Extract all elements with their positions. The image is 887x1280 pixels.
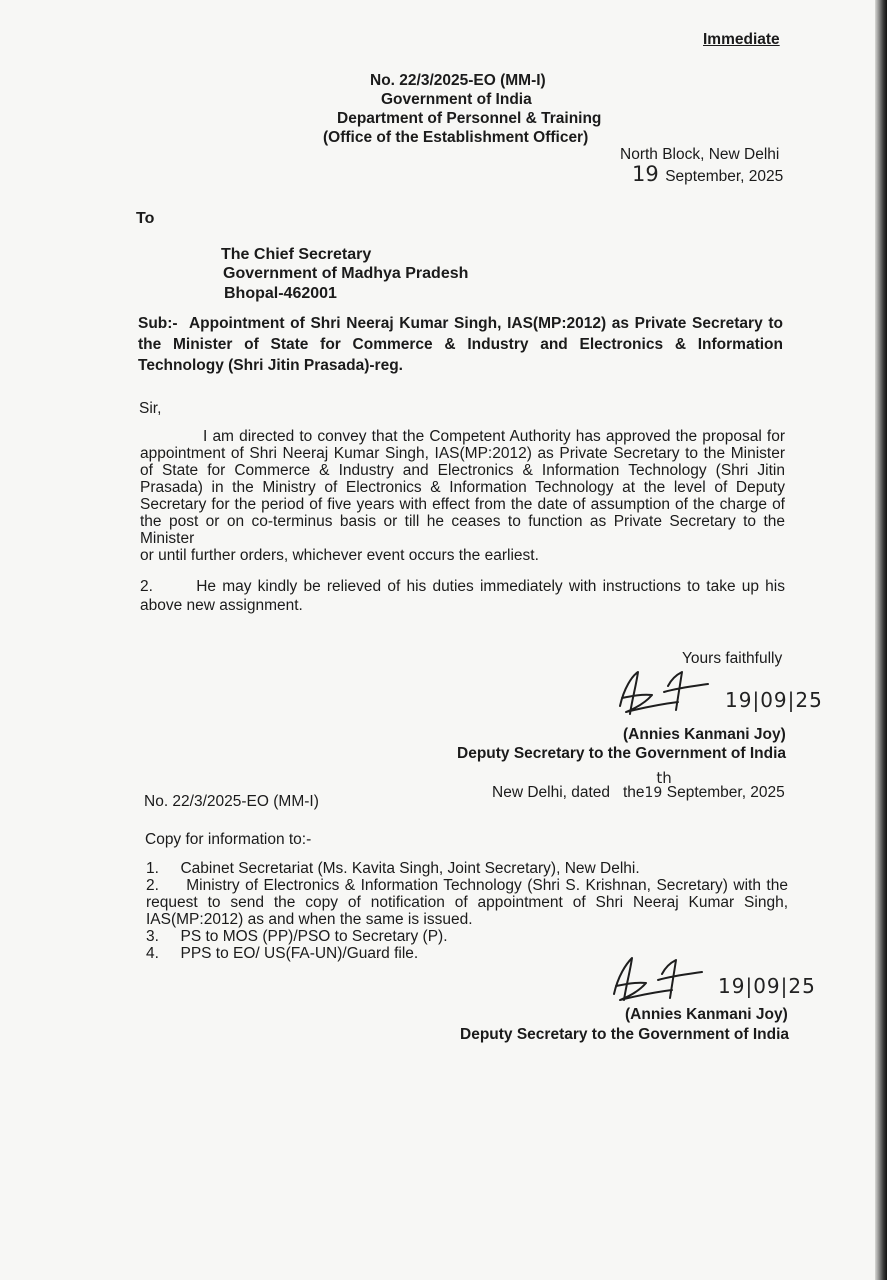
paragraph-2 bbox=[140, 577, 785, 615]
addressee-line-1: The Chief Secretary bbox=[221, 246, 372, 263]
copy-item-continuation: IAS(MP:2012) as and when the same is issued. bbox=[146, 911, 473, 928]
subject-line-2: the Minister of State for Commerce & Industry and Electronics & Information bbox=[138, 336, 783, 353]
addressee-line-2: Government of Madhya Pradesh bbox=[223, 265, 469, 282]
handwritten-date-day: 19 bbox=[632, 162, 659, 186]
para2-line-1: 2. He may kindly be relieved of his duties immediately with instructions to take up his bbox=[140, 578, 785, 595]
copy-item: 3. PS to MOS (PP)/PSO to Secretary (P). bbox=[146, 928, 448, 945]
copy-item: 2. Ministry of Electronics & Information Technology (Shri S. Krishnan, Secretary) with the bbox=[146, 877, 788, 894]
copy-dated-prefix: New Delhi, dated the bbox=[492, 784, 645, 801]
salutation: Sir, bbox=[139, 400, 162, 417]
subject-line-1: Sub:- Appointment of Shri Neeraj Kumar Singh, IAS(MP:2012) as Private Secretary to bbox=[138, 315, 783, 332]
subject-line-3: Technology (Shri Jitin Prasada)-reg. bbox=[138, 357, 403, 374]
date-line bbox=[632, 162, 783, 186]
copy-item-continuation: request to send the copy of notification of appointment of Shri Neeraj Kumar Singh, bbox=[146, 894, 788, 911]
place-line: North Block, New Delhi bbox=[620, 146, 780, 163]
signature-2 bbox=[606, 954, 726, 1006]
copy-signatory-designation: Deputy Secretary to the Government of India bbox=[460, 1026, 790, 1043]
government-name: Government of India bbox=[381, 91, 532, 108]
copy-heading: Copy for information to:- bbox=[145, 831, 312, 848]
subject-block bbox=[138, 315, 783, 375]
copy-signatory-name: (Annies Kanmani Joy) bbox=[625, 1006, 788, 1023]
signatory-designation: Deputy Secretary to the Government of India bbox=[457, 745, 787, 762]
para1-line: of State for Commerce & Industry and Electronics & Information Technology (Shri Jitin bbox=[140, 462, 785, 479]
to-label: To bbox=[136, 210, 155, 227]
signature-2-date: 19|09|25 bbox=[718, 974, 816, 998]
copy-list bbox=[146, 858, 788, 962]
office-name: (Office of the Establishment Officer) bbox=[323, 129, 589, 146]
subject-label: Sub:- bbox=[138, 315, 178, 332]
valediction: Yours faithfully bbox=[682, 650, 783, 667]
copy-dated-day: 19 bbox=[644, 785, 663, 801]
copy-item: 4. PPS to EO/ US(FA-UN)/Guard file. bbox=[146, 945, 419, 962]
para2-line-2: above new assignment. bbox=[140, 597, 303, 614]
signature-1-date: 19|09|25 bbox=[725, 688, 823, 712]
para1-line: Prasada) in the Ministry of Electronics & Information Technology at the level of Deputy bbox=[140, 479, 785, 496]
addressee-line-3: Bhopal-462001 bbox=[224, 285, 337, 302]
signatory-name: (Annies Kanmani Joy) bbox=[623, 726, 786, 743]
para1-line: or until further orders, whichever event occurs the earliest. bbox=[140, 547, 539, 564]
para1-line: Secretary for the period of five years with effect from the date of assumption of the charge of bbox=[140, 496, 785, 513]
para1-line: I am directed to convey that the Competent Authority has approved the proposal for bbox=[203, 428, 785, 445]
file-number: No. 22/3/2025-EO (MM-I) bbox=[370, 72, 546, 89]
signature-1 bbox=[612, 668, 732, 720]
copy-item: 1. Cabinet Secretariat (Ms. Kavita Singh, Joint Secretary), New Delhi. bbox=[146, 860, 640, 877]
copy-dated-suffix: th bbox=[656, 769, 672, 787]
para1-line: appointment of Shri Neeraj Kumar Singh, IAS(MP:2012) as Private Secretary to the Minister bbox=[140, 445, 785, 462]
copy-dated-line bbox=[492, 769, 785, 802]
copy-dated-rest: September, 2025 bbox=[666, 784, 785, 801]
department-name: Department of Personnel & Training bbox=[337, 110, 602, 127]
date-rest: September, 2025 bbox=[665, 168, 784, 185]
para2-number: 2. bbox=[140, 578, 153, 595]
para1-line: the post or on co-terminus basis or till he ceases to function as Private Secretary to the Minister bbox=[140, 513, 785, 547]
priority-label: Immediate bbox=[703, 31, 780, 48]
paragraph-1 bbox=[140, 428, 785, 564]
copy-file-number: No. 22/3/2025-EO (MM-I) bbox=[144, 793, 319, 810]
page-edge-shadow bbox=[875, 0, 887, 1280]
